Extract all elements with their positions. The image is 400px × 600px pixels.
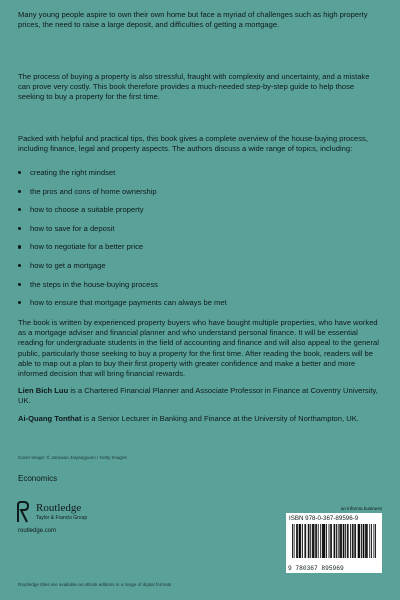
- cover-image-credit: Cover image: © Jaruwan Jaiyangyuen / Getty Images: [18, 455, 127, 460]
- barcode-bar: [338, 524, 339, 558]
- barcode-bar: [359, 524, 360, 558]
- barcode-bar: [366, 524, 367, 558]
- barcode-bar: [343, 524, 344, 558]
- barcode: [292, 524, 376, 564]
- barcode-bar: [334, 524, 335, 558]
- list-item: the steps in the house-buying process: [18, 280, 227, 299]
- barcode-bar: [294, 524, 295, 558]
- barcode-bar: [371, 524, 372, 558]
- subject-category: Economics: [18, 474, 58, 483]
- barcode-bar: [367, 524, 368, 558]
- barcode-bar: [341, 524, 342, 558]
- author-bio-1: [18, 386, 382, 406]
- barcode-bar: [350, 524, 351, 558]
- barcode-bar: [330, 524, 331, 558]
- barcode-bar: [304, 524, 305, 558]
- publisher-url: routledge.com: [18, 528, 57, 534]
- barcode-bar: [336, 524, 337, 558]
- barcode-bar: [361, 524, 362, 558]
- barcode-bar: [305, 524, 306, 558]
- barcode-bar: [313, 524, 314, 558]
- barcode-bar: [363, 524, 364, 558]
- author-bio-text-2: is a Senior Lecturer in Banking and Finance at the University of Northampton, UK.: [81, 414, 359, 423]
- isbn-label: ISBN 978-0-367-89596-9: [289, 515, 359, 522]
- informa-business-label: an informa business: [340, 506, 382, 511]
- barcode-bar: [352, 524, 353, 558]
- barcode-bar: [320, 524, 321, 558]
- author-name-1: Lien Bich Luu: [18, 386, 69, 395]
- barcode-bar: [354, 524, 355, 558]
- barcode-bar: [316, 524, 317, 558]
- barcode-bar: [296, 524, 297, 558]
- barcode-bar: [324, 524, 325, 558]
- barcode-bar: [355, 524, 356, 558]
- barcode-bar: [339, 524, 340, 558]
- intro-paragraph-1: Many young people aspire to own their own home but face a myriad of challenges such as high property prices, the need to raise a large deposit, and difficulties of getting a mortgage.: [18, 10, 368, 30]
- barcode-bar: [323, 524, 324, 558]
- intro-paragraph-2: The process of buying a property is also stressful, fraught with complexity and uncertainty, and a mistake can prove very costly. This book therefore provides a much-needed step-by-step guide to help those seeking to buy a property for the first time.: [18, 72, 370, 102]
- barcode-bar: [348, 524, 349, 558]
- list-item: how to choose a suitable property: [18, 205, 227, 224]
- barcode-bar: [299, 524, 300, 558]
- barcode-bar: [299, 524, 300, 558]
- barcode-bar: [340, 524, 341, 558]
- barcode-bar: [353, 524, 354, 558]
- barcode-bar: [375, 524, 376, 558]
- body-paragraph: The book is written by experienced property buyers who have bought multiple properties, who have worked as a mortgage adviser and financial planner and who understand personal finance. It will be essential reading for undergraduate students in the field of accounting and finance and will also appeal to the general public, particularly those seeking to buy a property for the first time. After reading the book, readers will be able to map out a plan to buy their first property with greater confidence and make a better and more informed decision that will bring financial rewards.: [18, 318, 379, 379]
- barcode-bar: [374, 524, 375, 558]
- ebook-footnote: Routledge titles are available as eBook editions in a range of digital formats: [18, 582, 172, 587]
- publisher-group: Taylor & Francis Group: [36, 515, 88, 521]
- barcode-bar: [312, 524, 313, 558]
- barcode-bar: [365, 524, 366, 558]
- barcode-bar: [344, 524, 345, 558]
- barcode-bar: [302, 524, 303, 558]
- barcode-bar: [310, 524, 311, 558]
- barcode-bar: [358, 524, 359, 558]
- barcode-bar: [331, 524, 332, 558]
- list-item: how to save for a deposit: [18, 224, 227, 243]
- list-item: how to ensure that mortgage payments can always be met: [18, 298, 227, 317]
- list-item: how to negotiate for a better price: [18, 242, 227, 261]
- barcode-bar: [314, 524, 315, 558]
- list-item: creating the right mindset: [18, 168, 227, 187]
- barcode-bar: [292, 524, 293, 558]
- isbn-barcode-box: [286, 513, 382, 573]
- routledge-logo-icon: [16, 501, 30, 523]
- list-item: how to get a mortgage: [18, 261, 227, 280]
- intro-paragraph-3: Packed with helpful and practical tips, this book gives a complete overview of the house-buying process, including finance, legal and property aspects. The authors discuss a wide range of topics, including:: [18, 134, 368, 154]
- barcode-bar: [329, 524, 330, 558]
- author-name-2: Ai-Quang Tonthat: [18, 414, 82, 423]
- barcode-bar: [318, 524, 319, 558]
- barcode-bar: [309, 524, 310, 558]
- barcode-bar: [322, 524, 323, 558]
- barcode-bar: [345, 524, 346, 558]
- barcode-bar: [369, 524, 370, 558]
- barcode-bar: [326, 524, 327, 558]
- barcode-bar: [308, 524, 309, 558]
- publisher-name: Routledge: [36, 502, 82, 514]
- list-item: the pros and cons of home ownership: [18, 187, 227, 206]
- barcode-bar: [359, 524, 360, 558]
- barcode-bar: [334, 524, 335, 558]
- barcode-bar: [364, 524, 365, 558]
- author-bio-2: [18, 414, 359, 424]
- topics-list: [18, 168, 227, 317]
- barcode-bar: [347, 524, 348, 558]
- barcode-bar: [324, 524, 325, 558]
- author-bio-text-1: is a Chartered Financial Planner and Associate Professor in Finance at Coventry University, UK.: [18, 386, 378, 406]
- barcode-bar: [300, 524, 301, 558]
- barcode-bar: [297, 524, 298, 558]
- barcode-digits: 9 780367 895969: [288, 565, 344, 572]
- barcode-bar: [315, 524, 316, 558]
